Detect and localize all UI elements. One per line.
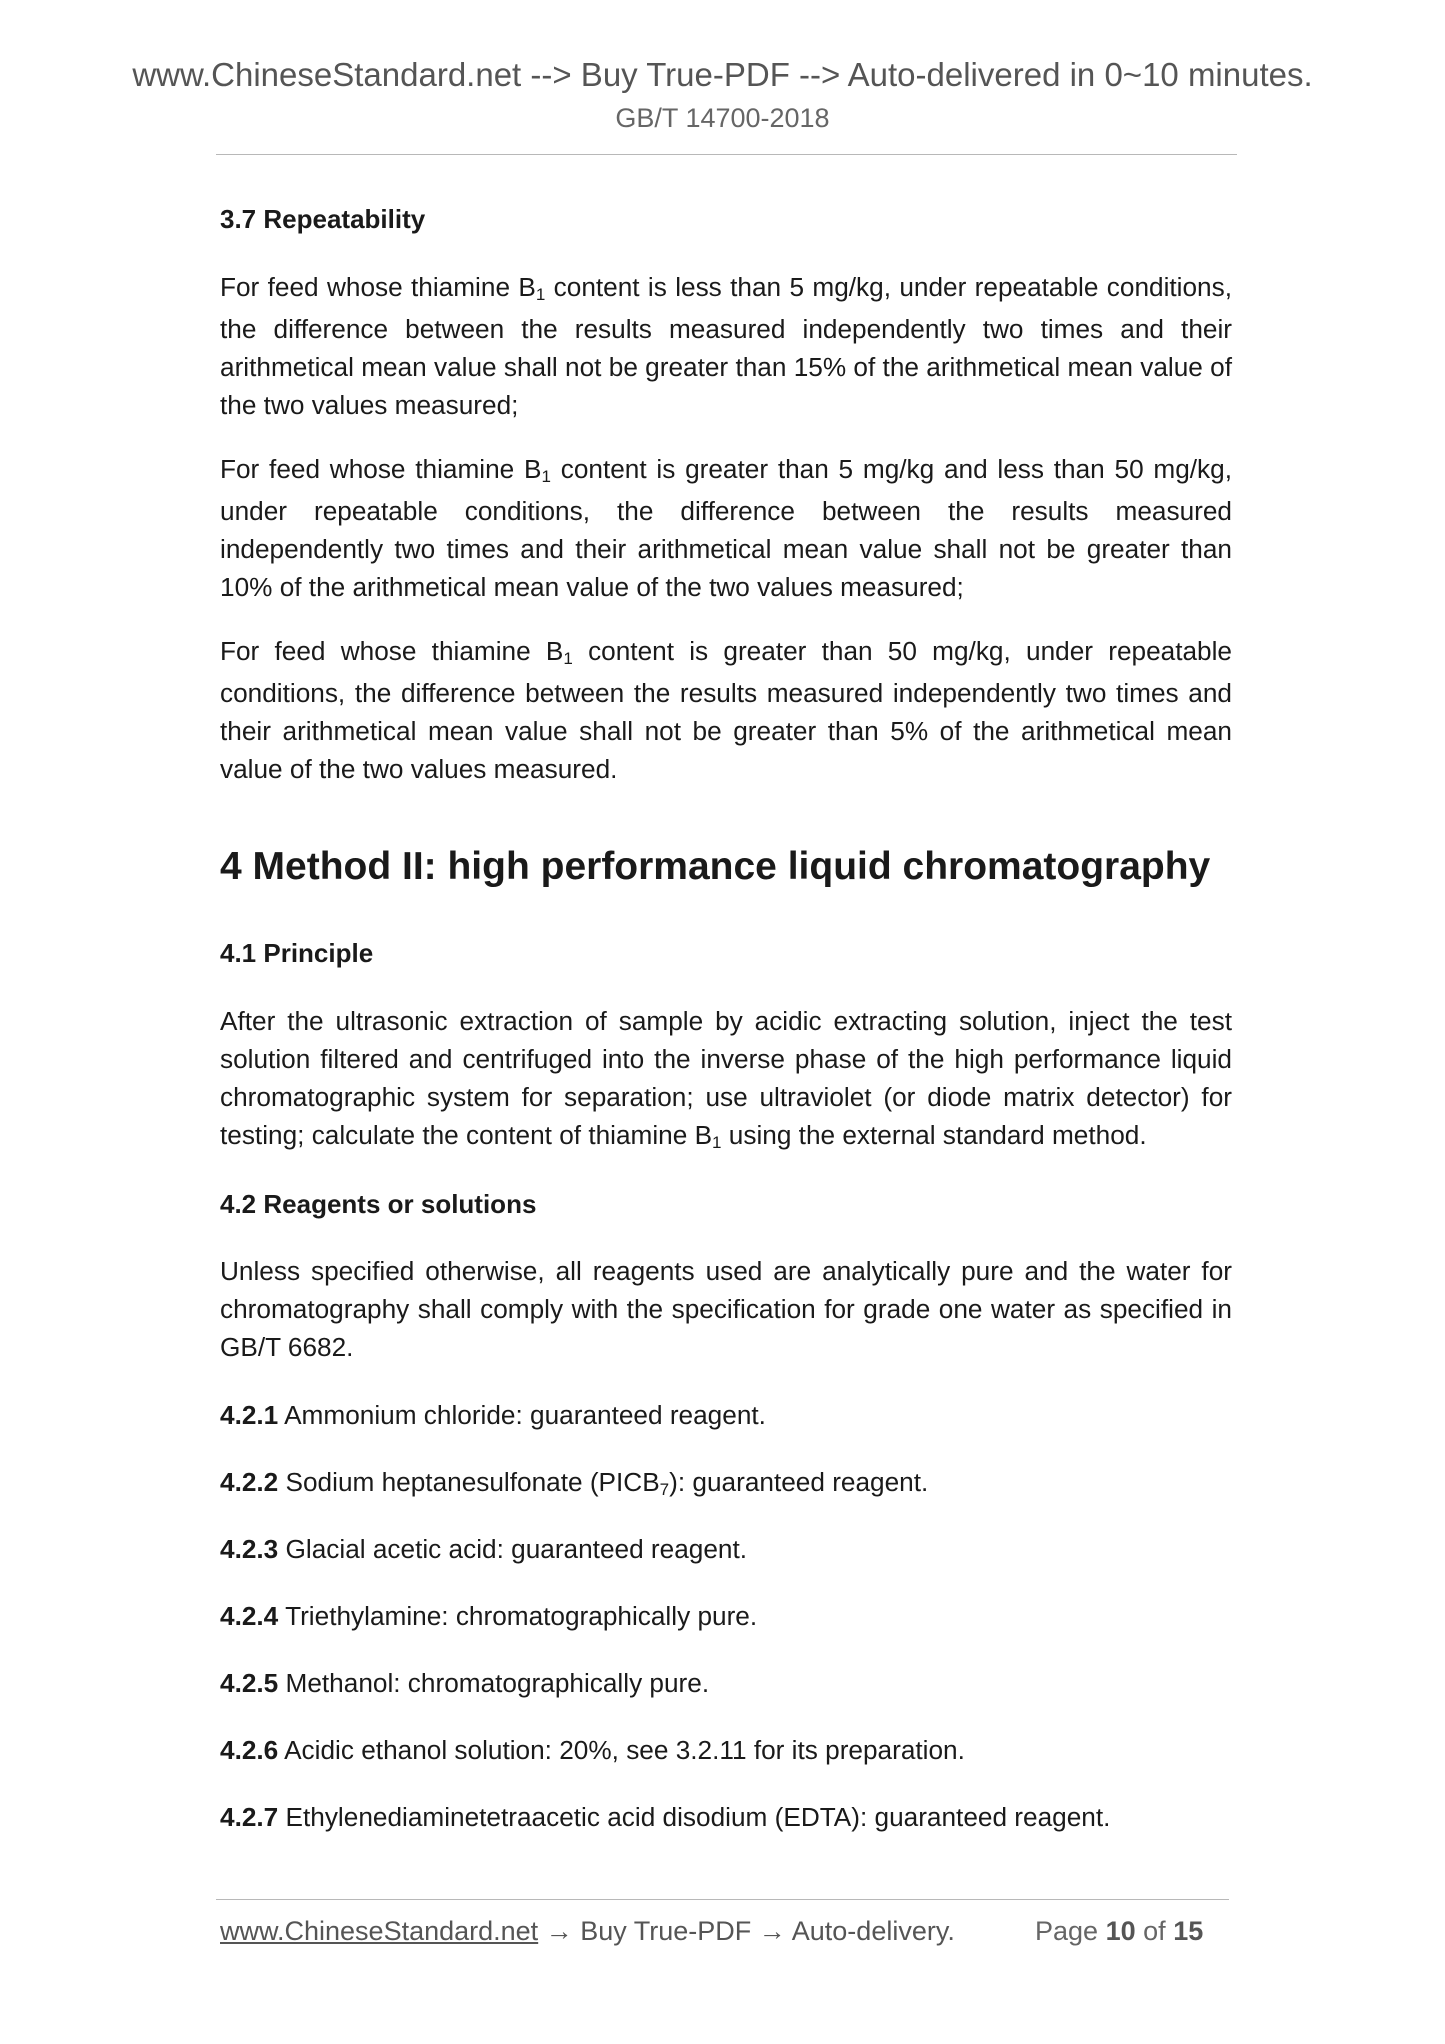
repeatability-paragraph-1: For feed whose thiamine $B_1$ content is less than 5 mg/kg, under repeatable conditions, the difference between the results measured independently two times and their arithmetical mean value shall not be greater than 15% of the arithmetical mean value of the two values measured; xyxy=(220,272,1232,420)
principle-paragraph: After the ultrasonic extraction of sample by acidic extracting solution, inject the test solution filtered and centrifuged into the inverse phase of the high performance liquid chromatographic system for separation; use ultraviolet (or diode matrix detector) for testing; calculate the content of thiamine $B_1$ using the external standard method. xyxy=(220,1006,1232,1152)
section-4-1-heading: 4.1 Principle xyxy=(220,938,374,968)
repeatability-paragraph-2: For feed whose thiamine $B_1$ content is greater than 5 mg/kg and less than 50 mg/kg, under repeatable conditions, the difference between the results measured independently two times and their arithmetical mean value shall not be greater than 10% of the arithmetical mean value of the two values measured; xyxy=(220,454,1232,602)
header-divider xyxy=(216,154,1237,155)
footer-promo: www.ChineseStandard.net → Buy True-PDF → Auto-delivery. xyxy=(220,1916,955,1946)
reagent-item: 4.2.7 Ethylenediaminetetraacetic acid disodium (EDTA): guaranteed reagent. xyxy=(220,1802,1111,1832)
footer-site-link[interactable]: www.ChineseStandard.net xyxy=(220,1916,539,1946)
section-3-7-heading: 3.7 Repeatability xyxy=(220,204,426,234)
arrow-right-icon: → xyxy=(751,1916,792,1946)
reagent-item: 4.2.1 Ammonium chloride: guaranteed reagent. xyxy=(220,1400,766,1430)
arrow-right-icon: → xyxy=(538,1916,581,1946)
reagent-item: 4.2.3 Glacial acetic acid: guaranteed reagent. xyxy=(220,1534,748,1564)
page-number: 10 xyxy=(1105,1916,1136,1946)
repeatability-paragraph-3: For feed whose thiamine $B_1$ content is greater than 50 mg/kg, under repeatable conditions, the difference between the results measured independently two times and their arithmetical mean value shall not be greater than 5% of the arithmetical mean value of the two values measured. xyxy=(220,636,1232,784)
section-4-2-heading: 4.2 Reagents or solutions xyxy=(220,1189,537,1219)
page-indicator: Page 10 of 15 xyxy=(1035,1916,1204,1946)
footer-divider xyxy=(216,1899,1229,1900)
reagent-item: 4.2.4 Triethylamine: chromatographically pure. xyxy=(220,1601,758,1631)
reagent-item: 4.2.6 Acidic ethanol solution: 20%, see 3.2.11 for its preparation. xyxy=(220,1735,965,1765)
header-banner: www.ChineseStandard.net --> Buy True-PDF --> Auto-delivered in 0~10 minutes. xyxy=(132,56,1313,93)
section-4-heading: 4 Method II: high performance liquid chromatography xyxy=(220,845,1211,888)
page-total: 15 xyxy=(1173,1916,1204,1946)
reagents-intro-paragraph: Unless specified otherwise, all reagents used are analytically pure and the water for chromatography shall comply with the specification for grade one water as specified in GB/T 6682. xyxy=(220,1256,1232,1362)
document-code: GB/T 14700-2018 xyxy=(615,103,830,133)
reagent-item: 4.2.2 Sodium heptanesulfonate $(PICB_7)$: guaranteed reagent. xyxy=(220,1467,929,1499)
reagent-item: 4.2.5 Methanol: chromatographically pure. xyxy=(220,1668,710,1698)
